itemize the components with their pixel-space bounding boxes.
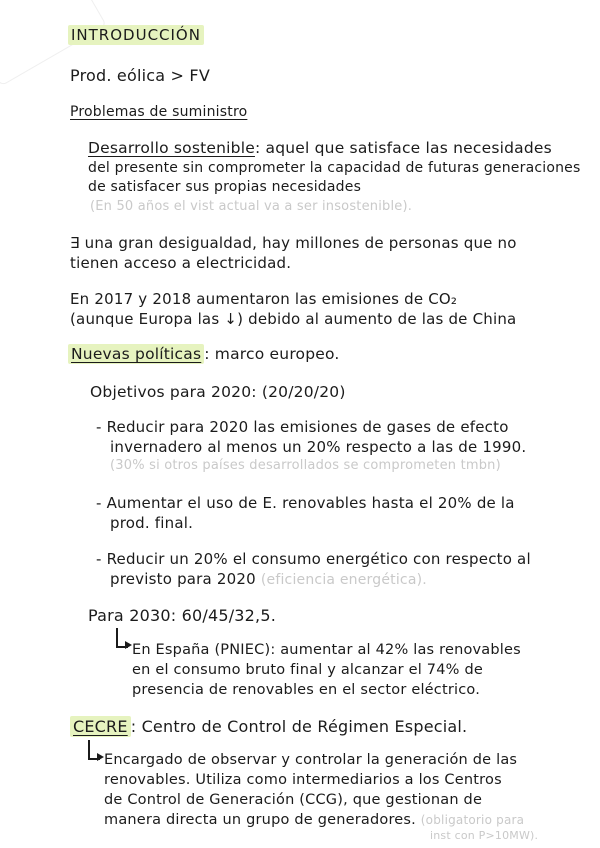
cecre-note-1: (obligatorio para — [420, 813, 525, 827]
objetivo-3-note: (eficiencia energética). — [260, 572, 427, 588]
desarrollo-term: Desarrollo sostenible — [88, 139, 255, 157]
problemas-text: Problemas de suministro — [70, 104, 248, 120]
objetivo-3-text: previsto para 2020 — [110, 570, 256, 588]
desarrollo-line-2: del presente sin comprometer la capacidad de futuras generaciones — [88, 160, 581, 176]
objetivos-heading: Objetivos para 2020: (20/20/20) — [90, 383, 346, 401]
prod-line: Prod. eólica > FV — [70, 66, 210, 85]
desarrollo-line-3: de satisfacer sus propias necesidades — [88, 179, 362, 195]
cecre-desc-line-1: Encargado de observar y controlar la generación de las — [104, 752, 518, 768]
desigualdad-line-1: ∃ una gran desigualdad, hay millones de personas que no — [70, 234, 517, 252]
objetivo-3-line-1: - Reducir un 20% el consumo energético con respecto al — [96, 550, 531, 568]
arrow-espana-head — [125, 641, 132, 649]
section-title — [68, 26, 204, 44]
objetivo-1-note: (30% si otros países desarrollados se comprometen tmbn) — [110, 458, 501, 473]
objetivo-2-line-2: prod. final. — [110, 514, 194, 532]
arrow-cecre-head — [97, 753, 104, 761]
espana-line-3: presencia de renovables en el sector eléctrico. — [132, 682, 481, 698]
cecre-line — [70, 717, 467, 736]
cecre-desc-text-4: manera directa un grupo de generadores. — [104, 812, 416, 828]
cecre-note-2: inst con P>10MW). — [430, 829, 539, 842]
cecre-desc-line-4 — [104, 812, 524, 828]
objetivo-3-line-2 — [110, 570, 427, 588]
cecre-rest: : Centro de Control de Régimen Especial. — [130, 717, 468, 736]
emisiones-line-2: (aunque Europa las ↓) debido al aumento de las de China — [70, 310, 517, 328]
problemas-heading — [70, 104, 247, 120]
desarrollo-def-1: : aquel que satisface las necesidades — [254, 139, 552, 157]
cecre-desc-line-3: de Control de Generación (CCG), que gestionan de — [104, 792, 483, 808]
emisiones-line-1: En 2017 y 2018 aumentaron las emisiones de CO₂ — [70, 290, 458, 308]
desarrollo-note: (En 50 años el vist actual va a ser insostenible). — [90, 199, 413, 214]
espana-line-1: En España (PNIEC): aumentar al 42% las renovables — [132, 642, 521, 658]
desarrollo-line-1 — [88, 139, 552, 157]
para-2030: Para 2030: 60/45/32,5. — [88, 606, 277, 625]
desigualdad-line-2: tienen acceso a electricidad. — [70, 254, 292, 272]
cecre-desc-line-2: renovables. Utiliza como intermediarios a los Centros — [104, 772, 502, 788]
politicas-rest: : marco europeo. — [204, 345, 340, 363]
objetivo-1-line-2: invernadero al menos un 20% respecto a las de 1990. — [110, 438, 527, 456]
espana-line-2: en el consumo bruto final y alcanzar el 74% de — [132, 662, 483, 678]
politicas-term: Nuevas políticas — [68, 344, 204, 364]
title-highlight: INTRODUCCIÓN — [68, 25, 204, 45]
politicas-line — [68, 345, 340, 363]
objetivo-2-line-1: - Aumentar el uso de E. renovables hasta el 20% de la — [96, 494, 515, 512]
cecre-term: CECRE — [70, 716, 131, 737]
objetivo-1-line-1: - Reducir para 2020 las emisiones de gases de efecto — [96, 418, 509, 436]
